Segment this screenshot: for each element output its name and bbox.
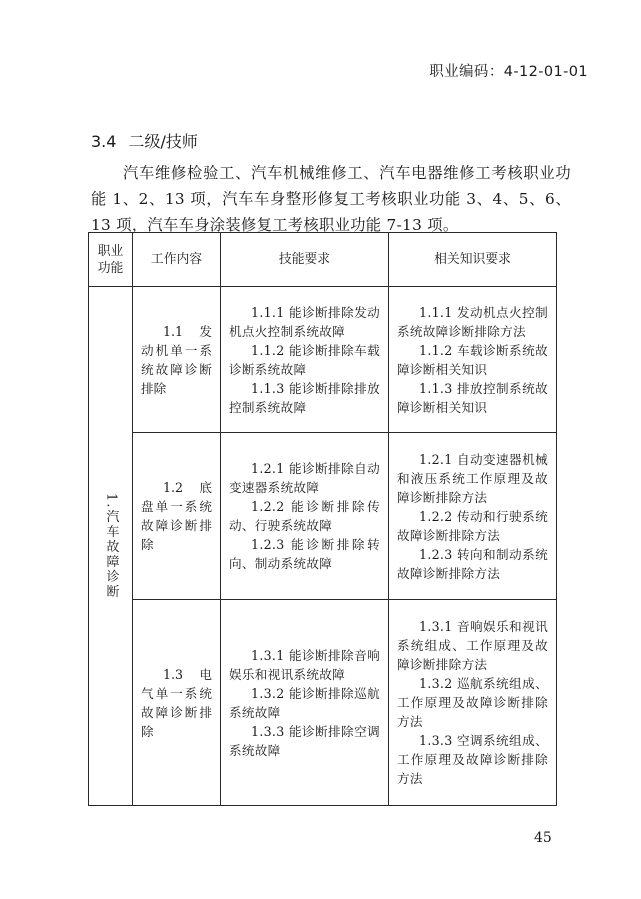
work-cell: 1.2 底盘单一系统故障诊断排除 [133, 433, 221, 600]
table-row [89, 600, 557, 806]
function-cell [89, 287, 133, 806]
knowledge-item: 1.2.2 传动和行驶系统故障诊断排除方法 [397, 508, 548, 543]
knowledge-cell [389, 600, 557, 806]
function-label: 汽车故障诊断 [103, 509, 119, 600]
skill-item: 1.1.3 能诊断排除排放控制系统故障 [229, 380, 380, 415]
table-row [89, 433, 557, 600]
knowledge-item: 1.3.1 音响娱乐和视讯系统组成、工作原理及故障诊断排除方法 [397, 619, 548, 672]
table-header-row [89, 233, 557, 287]
skill-item: 1.3.1 能诊断排除音响娱乐和视讯系统故障 [229, 647, 380, 682]
header-knowledge: 相关知识要求 [389, 233, 557, 287]
knowledge-item: 1.1.1 发动机点火控制系统故障诊断排除方法 [397, 304, 548, 339]
occupation-code: 职业编码：4-12-01-01 [429, 64, 588, 80]
knowledge-cell [389, 433, 557, 600]
knowledge-cell [389, 287, 557, 433]
work-cell: 1.1 发动机单一系统故障诊断排除 [133, 287, 221, 433]
knowledge-item: 1.3.3 空调系统组成、工作原理及故障诊断排除方法 [397, 733, 548, 786]
function-label-vertical [103, 493, 119, 599]
work-cell: 1.3 电气单一系统故障诊断排除 [133, 600, 221, 806]
skill-item: 1.2.3 能诊断排除转向、制动系统故障 [229, 537, 380, 571]
header-function: 职业功能 [89, 233, 133, 287]
knowledge-item: 1.2.1 自动变速器机械和液压系统工作原理及故障诊断排除方法 [397, 451, 548, 505]
section-heading [91, 129, 198, 152]
header-skill: 技能要求 [221, 233, 389, 287]
skill-cell [221, 433, 389, 600]
page-number: 45 [534, 830, 552, 846]
skill-item: 1.1.2 能诊断排除车载诊断系统故障 [229, 342, 380, 377]
skill-cell [221, 287, 389, 433]
skill-cell [221, 600, 389, 806]
function-number: 1. [103, 492, 119, 510]
skill-item: 1.2.2 能诊断排除传动、行驶系统故障 [229, 499, 380, 533]
intro-paragraph: 汽车维修检验工、汽车机械维修工、汽车电器维修工考核职业功能 1、2、13 项，汽车车身整形修复工考核职业功能 3、4、5、6、13 项，汽车车身涂装修复工考核职业功能 7-13 项。 [91, 164, 571, 234]
header-work: 工作内容 [133, 233, 221, 287]
skills-table [88, 232, 557, 806]
skill-item: 1.3.2 能诊断排除巡航系统故障 [229, 685, 380, 720]
section-title: 二级/技师 [128, 132, 198, 151]
skill-item: 1.2.1 能诊断排除自动变速器系统故障 [229, 461, 380, 495]
knowledge-item: 1.2.3 转向和制动系统故障诊断排除方法 [397, 546, 548, 581]
skill-item: 1.1.1 能诊断排除发动机点火控制系统故障 [229, 304, 380, 339]
knowledge-item: 1.1.2 车载诊断系统故障诊断相关知识 [397, 342, 548, 377]
table-row [89, 287, 557, 433]
section-number: 3.4 [91, 132, 117, 151]
knowledge-item: 1.3.2 巡航系统组成、工作原理及故障诊断排除方法 [397, 676, 548, 729]
knowledge-item: 1.1.3 排放控制系统故障诊断相关知识 [397, 380, 548, 415]
skill-item: 1.3.3 能诊断排除空调系统故障 [229, 723, 380, 758]
